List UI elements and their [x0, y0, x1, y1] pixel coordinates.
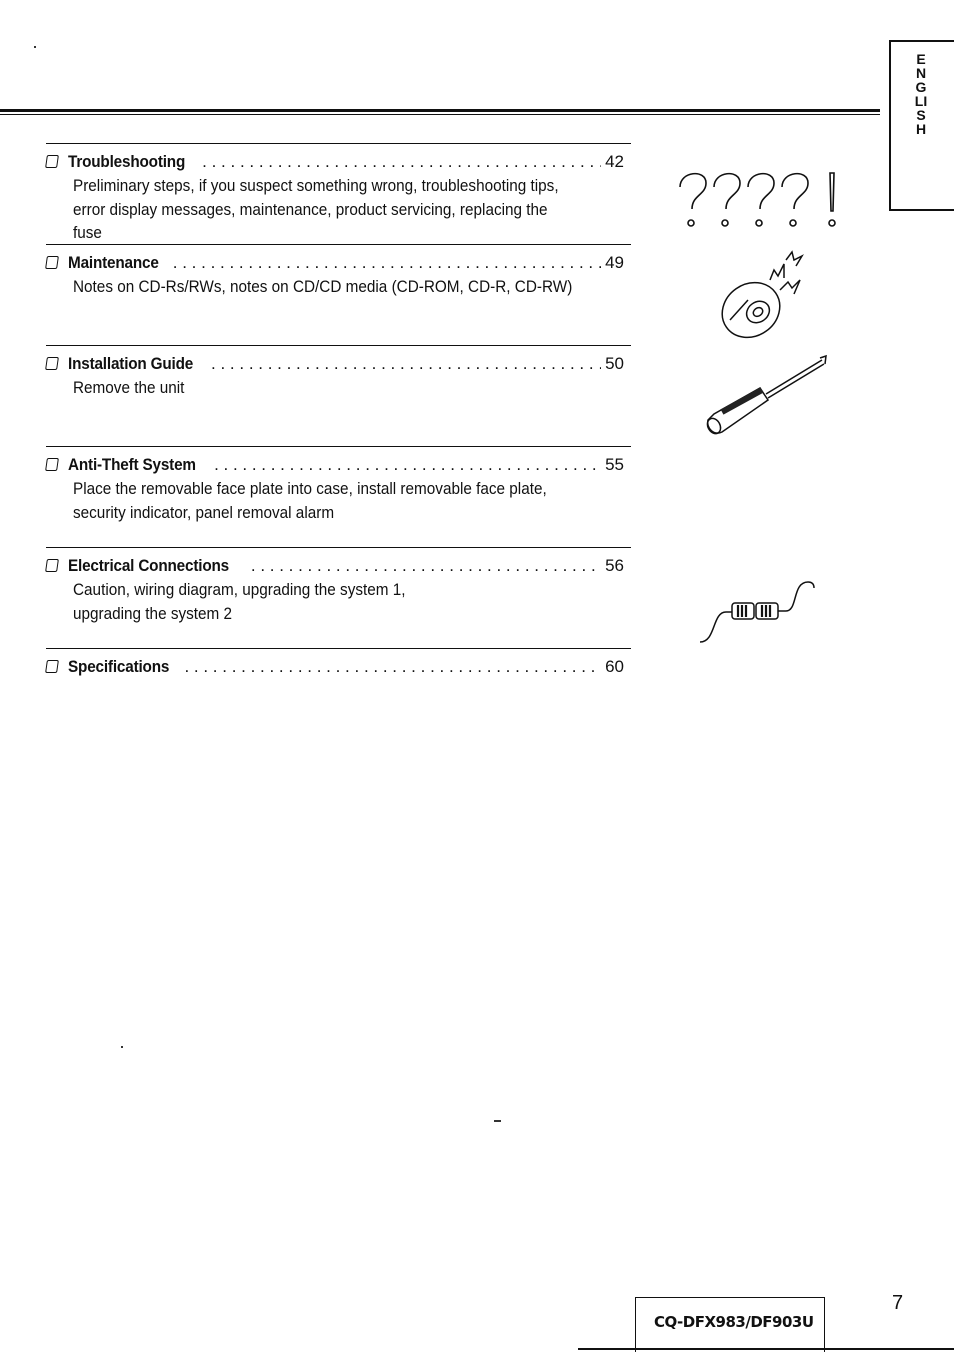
entry-description: Place the removable face plate into case, install removable face plate, security indicator, panel removal alarm	[73, 479, 547, 522]
model-badge	[635, 1297, 825, 1352]
toc-entry-troubleshooting	[46, 143, 636, 243]
entry-rule	[46, 244, 631, 245]
print-speck	[494, 1120, 501, 1122]
header-rule-thin	[0, 114, 880, 115]
toc-entry-specifications	[46, 648, 636, 688]
cd-disc-icon	[718, 250, 818, 345]
entry-title: Anti-Theft System	[68, 455, 196, 474]
entry-heading	[46, 454, 624, 476]
question-marks-icon	[672, 165, 848, 235]
entry-title: Specifications	[68, 657, 170, 676]
dot-leader	[184, 656, 601, 678]
entry-heading	[46, 656, 624, 678]
entry-description: Remove the unit	[73, 378, 185, 397]
entry-heading	[46, 252, 624, 274]
entry-description: Notes on CD-Rs/RWs, notes on CD/CD media (CD-ROM, CD-R, CD-RW)	[73, 277, 573, 296]
checkbox-bullet-icon	[45, 559, 59, 572]
checkbox-bullet-icon	[45, 256, 59, 269]
print-speck	[34, 46, 36, 48]
checkbox-bullet-icon	[45, 155, 59, 168]
entry-heading	[46, 151, 624, 173]
entry-page: 55	[605, 455, 624, 474]
entry-rule	[46, 143, 631, 144]
language-side-tab	[889, 40, 954, 211]
entry-page: 56	[605, 556, 624, 575]
entry-rule	[46, 345, 631, 346]
entry-page: 50	[605, 354, 624, 373]
dot-leader	[214, 454, 601, 476]
entry-title: Installation Guide	[68, 354, 194, 373]
checkbox-bullet-icon	[45, 458, 59, 471]
entry-page: 42	[605, 152, 624, 171]
dot-leader	[251, 555, 601, 577]
entry-heading	[46, 555, 624, 577]
toc-entry-maintenance	[46, 244, 636, 344]
page-number: 7	[892, 1292, 904, 1314]
dot-leader	[202, 151, 601, 173]
toc-entry-anti-theft-system	[46, 446, 636, 546]
toc-entry-electrical-connections	[46, 547, 636, 647]
print-speck	[121, 1046, 123, 1048]
entry-heading	[46, 353, 624, 375]
entry-description: Caution, wiring diagram, upgrading the system 1, upgrading the system 2	[73, 580, 406, 623]
screwdriver-icon	[704, 354, 830, 440]
entry-title: Maintenance	[68, 253, 159, 272]
entry-title: Troubleshooting	[68, 152, 186, 171]
cable-connector-icon	[698, 576, 818, 646]
entry-rule	[46, 648, 631, 649]
entry-page: 49	[605, 253, 624, 272]
dot-leader	[211, 353, 601, 375]
dot-leader	[173, 252, 601, 274]
checkbox-bullet-icon	[45, 357, 59, 370]
entry-rule	[46, 446, 631, 447]
checkbox-bullet-icon	[45, 660, 59, 673]
entry-description: Preliminary steps, if you suspect something wrong, troubleshooting tips, error display messages, maintenance, product servicing, replacing the fuse	[73, 176, 559, 242]
entry-page: 60	[605, 657, 624, 676]
header-rule	[0, 109, 880, 112]
language-label: ENGLISH	[914, 51, 928, 137]
footer-rule	[578, 1348, 954, 1350]
toc-entry-installation-guide	[46, 345, 636, 445]
model-number: CQ-DFX983/DF903U	[654, 1313, 814, 1331]
entry-rule	[46, 547, 631, 548]
entry-title: Electrical Connections	[68, 556, 229, 575]
